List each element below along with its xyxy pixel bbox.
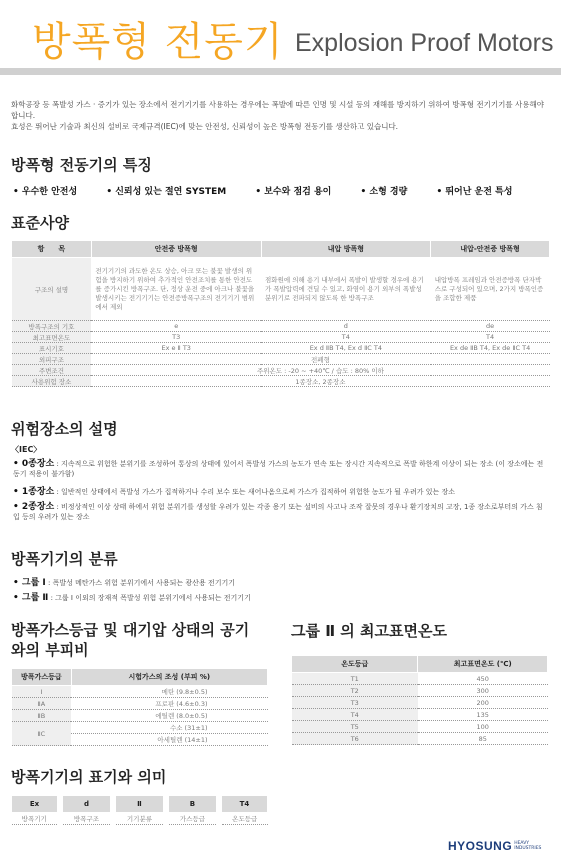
table-cell: T4 bbox=[261, 332, 431, 343]
table-header: 내압-안전증 방폭형 bbox=[431, 241, 550, 258]
table-cell: 내압방폭 프레임과 안전증방폭 단자박스로 구성되어 있으며, 2가지 방폭인증을 조합한 제품 bbox=[431, 258, 550, 321]
max-temp: 200 bbox=[418, 697, 548, 709]
table-cell: 온도등급 bbox=[219, 813, 268, 825]
group-description: : 폭발성 메탄가스 위험 분위기에서 사용되는 광산용 전기기기 bbox=[45, 579, 235, 587]
table-cell: T3 bbox=[91, 332, 261, 343]
table-header: T4 bbox=[219, 796, 268, 813]
table-header: d bbox=[60, 796, 113, 813]
temp-class-heading: 그룹 Ⅱ 의 최고표면온도 bbox=[291, 622, 447, 640]
zone-item bbox=[13, 459, 548, 479]
group-name: • 그룹 Ⅱ bbox=[13, 593, 49, 603]
feature-item: • 보수와 점검 용이 bbox=[255, 187, 332, 197]
table-cell: 기기분류 bbox=[113, 813, 166, 825]
row-label: 방폭구조의 기호 bbox=[12, 321, 92, 332]
table-row bbox=[12, 332, 550, 343]
test-gas: 에틸렌 (8.0±0.5) bbox=[71, 710, 267, 722]
table-cell: d bbox=[261, 321, 431, 332]
standard-heading: 표준사양 bbox=[11, 214, 69, 232]
zone-description: : 지속적으로 위험한 분위기를 조성하여 통상의 상태에 있어서 폭발성 가스의 농도가 연속 또는 장시간 지속적으로 폭발 하한계 이상이 되는 장소 (이 장소에는 전동기 적용이 불가함) bbox=[13, 460, 544, 478]
table-cell: 1종장소, 2종장소 bbox=[91, 376, 549, 387]
max-temp: 100 bbox=[418, 721, 548, 733]
table-cell: Ex d ⅡB T4, Ex d ⅡC T4 bbox=[261, 343, 431, 354]
temp-class: T1 bbox=[292, 673, 418, 685]
zone-name: • 2종장소 bbox=[13, 502, 55, 512]
hazard-heading: 위험장소의 설명 bbox=[11, 420, 118, 438]
standard-spec-table bbox=[11, 240, 550, 387]
table-row bbox=[12, 698, 268, 710]
zone-item bbox=[13, 502, 548, 522]
logo-name: HYOSUNG bbox=[448, 839, 513, 853]
header-divider bbox=[0, 68, 561, 75]
zone-item bbox=[13, 487, 548, 497]
table-row bbox=[12, 710, 268, 722]
table-row bbox=[12, 686, 268, 698]
gas-grade: Ⅰ bbox=[12, 686, 72, 698]
table-row bbox=[12, 722, 268, 734]
hyosung-logo bbox=[448, 835, 541, 854]
table-cell: 방폭구조 bbox=[60, 813, 113, 825]
table-cell: 주위온도 : -20 ~ +40℃ / 습도 : 80% 이하 bbox=[91, 365, 549, 376]
gas-class-table bbox=[11, 668, 268, 746]
marking-heading: 방폭기기의 표기와 의미 bbox=[11, 768, 167, 786]
table-header: 내압 방폭형 bbox=[261, 241, 431, 258]
intro-paragraph-1: 화학공장 등 폭발성 가스 · 증기가 있는 장소에서 전기기기를 사용하는 경우에는 폭발에 따른 인명 및 시설 등의 재해를 방지하기 위하여 방폭형 전기기기를 사용해야 합니다. bbox=[11, 100, 544, 120]
table-header-row bbox=[12, 241, 550, 258]
logo-sub-2: INDUSTRIES bbox=[514, 845, 542, 851]
table-row bbox=[12, 258, 550, 321]
table-header-row bbox=[12, 796, 268, 813]
features-list bbox=[13, 184, 538, 197]
feature-item: • 우수한 안전성 bbox=[13, 187, 78, 197]
table-header: 최고표면온도 (℃) bbox=[418, 656, 548, 673]
zone-name: • 1종장소 bbox=[13, 487, 55, 497]
table-header: 방폭가스등급 bbox=[12, 669, 72, 686]
page-title-english: Explosion Proof Motors bbox=[295, 29, 554, 57]
table-row bbox=[292, 709, 548, 721]
table-row bbox=[12, 354, 550, 365]
table-header: B bbox=[166, 796, 219, 813]
features-heading: 방폭형 전동기의 특징 bbox=[11, 156, 152, 174]
table-cell: T4 bbox=[431, 332, 550, 343]
table-row bbox=[292, 733, 548, 745]
max-temp: 135 bbox=[418, 709, 548, 721]
gas-grade: ⅡB bbox=[12, 710, 72, 722]
test-gas: 수소 (31±1) bbox=[71, 722, 267, 734]
temp-class: T3 bbox=[292, 697, 418, 709]
feature-item: • 소형 경량 bbox=[360, 187, 408, 197]
table-header: Ⅱ bbox=[113, 796, 166, 813]
max-temp: 300 bbox=[418, 685, 548, 697]
temp-class-table bbox=[291, 655, 548, 745]
logo-sub-1: HEAVY bbox=[514, 840, 530, 846]
table-row bbox=[12, 365, 550, 376]
table-cell: Ex de ⅡB T4, Ex de ⅡC T4 bbox=[431, 343, 550, 354]
zone-description: : 비정상적인 이상 상태 하에서 위험 분위기를 생성할 우려가 있는 각종 용기 또는 설비의 사고나 조작 잘못의 경우나 환기장치의 고장, 1종 장소로부터의 가스 침입 등의 우려가 있는 장소 bbox=[13, 503, 543, 521]
table-row bbox=[12, 376, 550, 387]
table-cell: 전기기기의 과도한 온도 상승, 아크 또는 불꽃 발생의 위험을 방지하기 위하여 추가적인 안전조치를 통한 안전도를 증가시킨 방폭구조. 단, 정상 운전 중에 아크나 불꽃을 발생시키는 전기기기는 안전증방폭구조의 전기기기 범위에서 제외 bbox=[91, 258, 261, 321]
zone-description: : 일반적인 상태에서 폭발성 가스가 집적하거나 수리 보수 또는 새어나옴으로써 가스가 집적하여 위험한 농도가 될 우려가 있는 장소 bbox=[56, 488, 456, 496]
table-header-row bbox=[12, 669, 268, 686]
table-row bbox=[292, 697, 548, 709]
temp-class: T5 bbox=[292, 721, 418, 733]
gas-class-heading: 방폭가스등급 및 대기압 상태의 공기와의 부피비 bbox=[11, 621, 250, 659]
temp-class: T6 bbox=[292, 733, 418, 745]
logo-subtext bbox=[514, 841, 541, 851]
table-cell: e bbox=[91, 321, 261, 332]
intro-paragraph-2: 효성은 뛰어난 기술과 최신의 설비로 국제규격(IEC)에 맞는 안전성, 신뢰성이 높은 방폭형 전동기를 생산하고 있습니다. bbox=[11, 122, 399, 131]
zone-name: • 0종장소 bbox=[13, 459, 55, 469]
gas-grade: ⅡA bbox=[12, 698, 72, 710]
group-item bbox=[13, 590, 251, 603]
page-header bbox=[0, 0, 561, 70]
feature-item: • 신뢰성 있는 절연 SYSTEM bbox=[106, 187, 227, 197]
table-cell: 가스등급 bbox=[166, 813, 219, 825]
table-header: 안전증 방폭형 bbox=[91, 241, 261, 258]
table-header-row bbox=[292, 656, 548, 673]
test-gas: 아세틸렌 (14±1) bbox=[71, 734, 267, 746]
table-cell: Ex e Ⅱ T3 bbox=[91, 343, 261, 354]
table-header: 온도등급 bbox=[292, 656, 418, 673]
test-gas: 메탄 (9.8±0.5) bbox=[71, 686, 267, 698]
feature-item: • 뛰어난 운전 특성 bbox=[436, 187, 513, 197]
table-row bbox=[292, 685, 548, 697]
row-label: 주변조건 bbox=[12, 365, 92, 376]
gas-grade: ⅡC bbox=[12, 722, 72, 746]
row-label: 표시기호 bbox=[12, 343, 92, 354]
table-cell: de bbox=[431, 321, 550, 332]
table-cell: 전폐형 bbox=[91, 354, 549, 365]
table-cell: 점화원에 의해 용기 내부에서 폭발이 발생할 경우에 용기가 폭발압력에 견딜 수 있고, 화염이 용기 외부의 폭발성 분위기로 전파되지 않도록 한 방폭구조 bbox=[261, 258, 431, 321]
table-row bbox=[12, 321, 550, 332]
table-row bbox=[292, 673, 548, 685]
iec-label: 〈IEC〉 bbox=[11, 445, 42, 454]
max-temp: 85 bbox=[418, 733, 548, 745]
test-gas: 프로판 (4.6±0.3) bbox=[71, 698, 267, 710]
table-row bbox=[292, 721, 548, 733]
intro-text bbox=[11, 99, 551, 132]
row-label: 외피구조 bbox=[12, 354, 92, 365]
table-header: Ex bbox=[12, 796, 60, 813]
group-description: : 그룹 Ⅰ 이외의 장재적 폭발성 위험 분위기에서 사용되는 전기기기 bbox=[48, 594, 251, 602]
marking-table bbox=[11, 795, 268, 825]
table-header: 시험가스의 조성 (부피 %) bbox=[71, 669, 267, 686]
classification-heading: 방폭기기의 분류 bbox=[11, 550, 118, 568]
table-header: 항 목 bbox=[12, 241, 92, 258]
temp-class: T4 bbox=[292, 709, 418, 721]
page-title: 방폭형 전동기 bbox=[32, 19, 284, 65]
row-label: 구조의 설명 bbox=[12, 258, 92, 321]
table-cell: 방폭기기 bbox=[12, 813, 60, 825]
table-row bbox=[12, 813, 268, 825]
group-name: • 그룹 Ⅰ bbox=[13, 578, 46, 588]
group-item bbox=[13, 575, 235, 588]
row-label: 사용위험 장소 bbox=[12, 376, 92, 387]
table-row bbox=[12, 343, 550, 354]
row-label: 최고표면온도 bbox=[12, 332, 92, 343]
temp-class: T2 bbox=[292, 685, 418, 697]
max-temp: 450 bbox=[418, 673, 548, 685]
